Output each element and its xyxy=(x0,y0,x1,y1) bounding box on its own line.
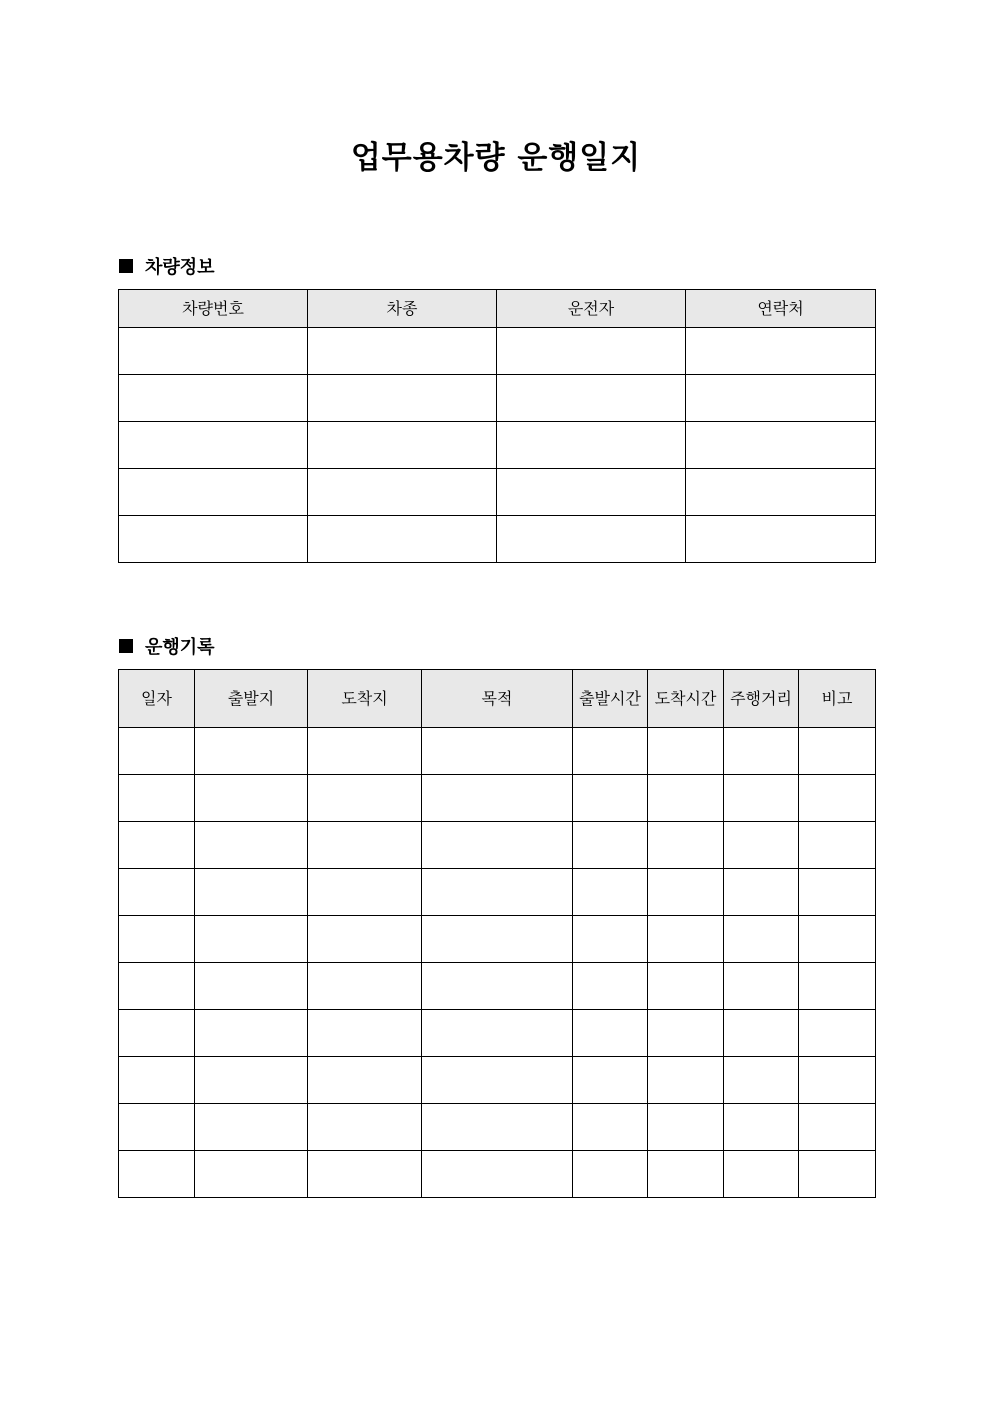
table-cell-input[interactable] xyxy=(195,1104,308,1151)
table-cell-input[interactable] xyxy=(308,728,422,775)
column-header-destination: 도착지 xyxy=(308,670,422,728)
table-header-row xyxy=(119,670,876,728)
table-row xyxy=(119,1010,876,1057)
table-cell-input[interactable] xyxy=(195,822,308,869)
table-cell-input[interactable] xyxy=(119,728,195,775)
table-cell-input[interactable] xyxy=(648,728,724,775)
table-cell-input[interactable] xyxy=(422,1151,573,1198)
table-row xyxy=(119,963,876,1010)
column-header-vehicle-type: 차종 xyxy=(308,290,497,328)
table-cell-input[interactable] xyxy=(648,775,724,822)
table-cell-input[interactable] xyxy=(119,1057,195,1104)
column-header-arrival-time: 도착시간 xyxy=(648,670,724,728)
table-cell-input[interactable] xyxy=(119,422,308,469)
table-cell-input[interactable] xyxy=(799,1104,876,1151)
table-cell-input[interactable] xyxy=(308,822,422,869)
table-cell-input[interactable] xyxy=(422,1010,573,1057)
square-bullet-icon xyxy=(119,639,133,653)
table-cell-input[interactable] xyxy=(308,963,422,1010)
table-cell-input[interactable] xyxy=(573,916,648,963)
table-cell-input[interactable] xyxy=(195,1057,308,1104)
table-cell-input[interactable] xyxy=(195,916,308,963)
table-cell-input[interactable] xyxy=(308,422,497,469)
driving-log-table xyxy=(118,669,876,1198)
page-title: 업무용차량 운행일지 xyxy=(350,140,642,176)
table-cell-input[interactable] xyxy=(686,469,876,516)
table-cell-input[interactable] xyxy=(119,1104,195,1151)
table-cell-input[interactable] xyxy=(686,516,876,563)
table-cell-input[interactable] xyxy=(799,822,876,869)
table-cell-input[interactable] xyxy=(573,728,648,775)
table-cell-input[interactable] xyxy=(497,422,686,469)
section-heading-label: 차량정보 xyxy=(145,257,215,278)
table-cell-input[interactable] xyxy=(799,1010,876,1057)
table-row xyxy=(119,1104,876,1151)
table-cell-input[interactable] xyxy=(422,775,573,822)
table-row xyxy=(119,328,876,375)
table-row xyxy=(119,1151,876,1198)
table-cell-input[interactable] xyxy=(308,916,422,963)
column-header-departure-time: 출발시간 xyxy=(573,670,648,728)
table-cell-input[interactable] xyxy=(119,822,195,869)
column-header-departure: 출발지 xyxy=(195,670,308,728)
table-row xyxy=(119,1057,876,1104)
table-cell-input[interactable] xyxy=(497,516,686,563)
table-cell-input[interactable] xyxy=(648,916,724,963)
table-cell-input[interactable] xyxy=(195,1010,308,1057)
driving-log-table-body xyxy=(119,728,876,1198)
table-cell-input[interactable] xyxy=(119,328,308,375)
table-cell-input[interactable] xyxy=(799,775,876,822)
table-cell-input[interactable] xyxy=(497,469,686,516)
vehicle-info-table xyxy=(118,289,876,563)
table-cell-input[interactable] xyxy=(799,1057,876,1104)
table-cell-input[interactable] xyxy=(573,1010,648,1057)
table-cell-input[interactable] xyxy=(686,328,876,375)
table-cell-input[interactable] xyxy=(724,728,799,775)
table-header-row xyxy=(119,290,876,328)
table-row xyxy=(119,422,876,469)
table-cell-input[interactable] xyxy=(573,1057,648,1104)
table-cell-input[interactable] xyxy=(422,1104,573,1151)
table-cell-input[interactable] xyxy=(724,963,799,1010)
table-cell-input[interactable] xyxy=(686,422,876,469)
table-cell-input[interactable] xyxy=(308,1104,422,1151)
table-cell-input[interactable] xyxy=(573,822,648,869)
table-row xyxy=(119,775,876,822)
table-cell-input[interactable] xyxy=(648,869,724,916)
table-cell-input[interactable] xyxy=(308,1151,422,1198)
column-header-date: 일자 xyxy=(119,670,195,728)
table-cell-input[interactable] xyxy=(648,1057,724,1104)
table-cell-input[interactable] xyxy=(648,822,724,869)
table-cell-input[interactable] xyxy=(119,869,195,916)
column-header-vehicle-number: 차량번호 xyxy=(119,290,308,328)
table-cell-input[interactable] xyxy=(724,1057,799,1104)
table-cell-input[interactable] xyxy=(648,963,724,1010)
table-cell-input[interactable] xyxy=(648,1010,724,1057)
table-cell-input[interactable] xyxy=(724,1104,799,1151)
column-header-distance: 주행거리 xyxy=(724,670,799,728)
table-cell-input[interactable] xyxy=(195,963,308,1010)
table-cell-input[interactable] xyxy=(573,775,648,822)
section-heading-vehicle-info xyxy=(119,253,215,279)
table-cell-input[interactable] xyxy=(195,728,308,775)
column-header-purpose: 목적 xyxy=(422,670,573,728)
table-cell-input[interactable] xyxy=(119,375,308,422)
table-cell-input[interactable] xyxy=(573,963,648,1010)
table-cell-input[interactable] xyxy=(724,822,799,869)
column-header-driver: 운전자 xyxy=(497,290,686,328)
table-cell-input[interactable] xyxy=(573,1104,648,1151)
table-cell-input[interactable] xyxy=(724,916,799,963)
table-cell-input[interactable] xyxy=(119,916,195,963)
table-cell-input[interactable] xyxy=(799,1151,876,1198)
table-cell-input[interactable] xyxy=(119,516,308,563)
table-row xyxy=(119,822,876,869)
table-row xyxy=(119,916,876,963)
table-cell-input[interactable] xyxy=(308,516,497,563)
table-cell-input[interactable] xyxy=(195,869,308,916)
table-cell-input[interactable] xyxy=(422,1057,573,1104)
table-cell-input[interactable] xyxy=(422,822,573,869)
table-cell-input[interactable] xyxy=(119,1010,195,1057)
table-cell-input[interactable] xyxy=(422,963,573,1010)
table-cell-input[interactable] xyxy=(119,775,195,822)
table-cell-input[interactable] xyxy=(119,1151,195,1198)
table-cell-input[interactable] xyxy=(422,869,573,916)
table-cell-input[interactable] xyxy=(119,469,308,516)
table-cell-input[interactable] xyxy=(195,1151,308,1198)
table-cell-input[interactable] xyxy=(308,375,497,422)
table-row xyxy=(119,375,876,422)
table-cell-input[interactable] xyxy=(195,775,308,822)
table-cell-input[interactable] xyxy=(799,869,876,916)
table-cell-input[interactable] xyxy=(308,869,422,916)
table-cell-input[interactable] xyxy=(119,963,195,1010)
table-cell-input[interactable] xyxy=(573,1151,648,1198)
table-cell-input[interactable] xyxy=(648,1104,724,1151)
table-row xyxy=(119,728,876,775)
table-cell-input[interactable] xyxy=(724,1151,799,1198)
table-cell-input[interactable] xyxy=(308,328,497,375)
table-row xyxy=(119,516,876,563)
table-cell-input[interactable] xyxy=(497,328,686,375)
table-cell-input[interactable] xyxy=(799,916,876,963)
column-header-remarks: 비고 xyxy=(799,670,876,728)
section-heading-driving-log xyxy=(119,633,215,659)
table-cell-input[interactable] xyxy=(724,869,799,916)
table-cell-input[interactable] xyxy=(799,728,876,775)
table-cell-input[interactable] xyxy=(308,1057,422,1104)
section-heading-label: 운행기록 xyxy=(145,637,215,658)
table-cell-input[interactable] xyxy=(497,375,686,422)
table-cell-input[interactable] xyxy=(422,728,573,775)
table-cell-input[interactable] xyxy=(724,775,799,822)
table-cell-input[interactable] xyxy=(799,963,876,1010)
table-cell-input[interactable] xyxy=(308,1010,422,1057)
table-cell-input[interactable] xyxy=(308,469,497,516)
table-cell-input[interactable] xyxy=(724,1010,799,1057)
table-cell-input[interactable] xyxy=(573,869,648,916)
table-row xyxy=(119,869,876,916)
vehicle-info-table-body xyxy=(119,328,876,563)
square-bullet-icon xyxy=(119,259,133,273)
table-cell-input[interactable] xyxy=(308,775,422,822)
column-header-contact: 연락처 xyxy=(686,290,876,328)
table-cell-input[interactable] xyxy=(686,375,876,422)
table-row xyxy=(119,469,876,516)
table-cell-input[interactable] xyxy=(648,1151,724,1198)
table-cell-input[interactable] xyxy=(422,916,573,963)
